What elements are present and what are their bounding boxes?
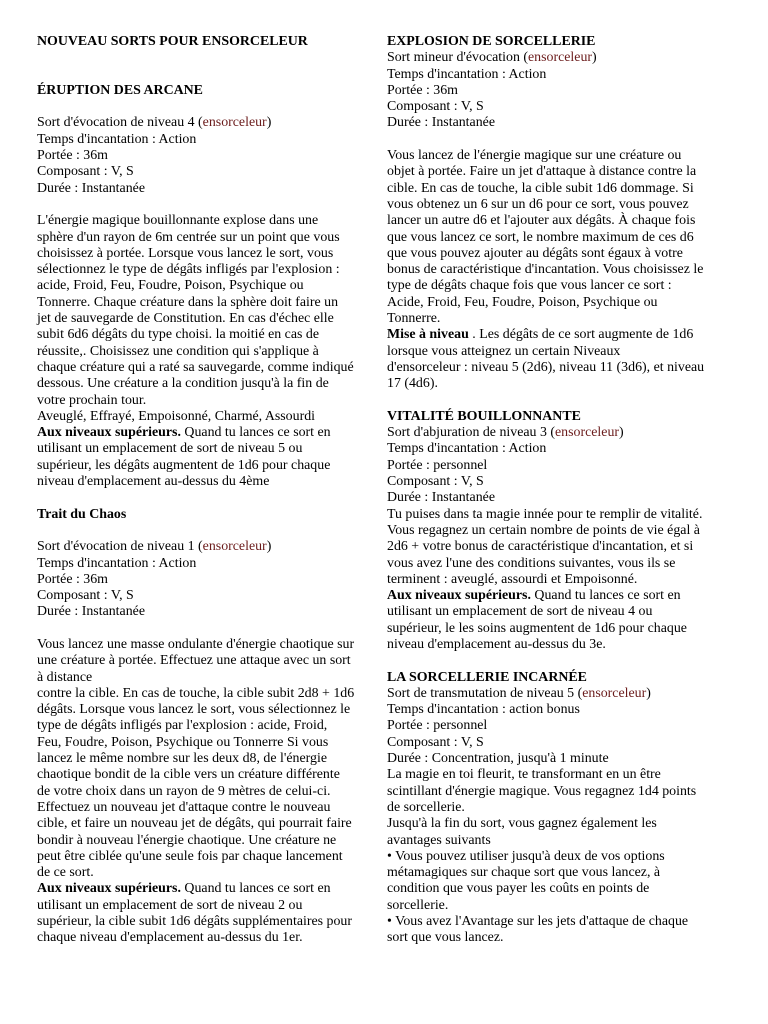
desc-line: Tu puises dans ta magie innée pour te remplir de vitalité. — [387, 506, 703, 522]
spell-eruption-des-arcane — [37, 83, 385, 490]
desc-line: La magie en toi fleurit, te transformant en un être — [387, 767, 661, 783]
spell-duration: Durée : Instantanée — [387, 490, 495, 506]
desc-line: choisissez à portée. Lorsque vous lancez le sort, vous — [37, 245, 334, 261]
desc-line: de ce sort. — [37, 865, 94, 881]
desc-line: contre la cible. En cas de touche, la cible subit 2d8 + 1d6 — [37, 685, 355, 701]
upcast-text: . Les dégâts de ce sort augmente de 1d6 — [468, 327, 694, 343]
class-link[interactable]: ensorceleur — [202, 115, 267, 131]
desc-line: cible, et faire un nouveau jet de dégâts, qui pourrait faire — [37, 816, 352, 832]
desc-line: bonus de caractéristique d'incantation. Vous choisissez le — [387, 262, 704, 278]
left-column — [37, 34, 385, 947]
school-suffix: ) — [266, 539, 272, 555]
spell-trait-du-chaos — [37, 507, 385, 947]
casting-time: Temps d'incantation : Action — [387, 66, 547, 82]
spell-duration: Durée : Instantanée — [387, 115, 495, 131]
casting-time: Temps d'incantation : Action — [37, 555, 197, 571]
school-text: Sort d'abjuration de niveau 3 ( — [387, 425, 555, 441]
desc-line: lancer un autre d6 et l'ajouter aux dégâts. À chaque fois — [387, 213, 696, 229]
spell-school — [387, 425, 737, 441]
spell-school — [387, 686, 737, 702]
upcast-line: d'ensorceleur : niveau 5 (2d6), niveau 11 (3d6), et niveau — [387, 359, 705, 375]
desc-line: objet à portée. Faire un jet d'attaque à distance contre la — [387, 164, 697, 180]
upcast-line: chaque niveau d'emplacement au-dessus du 1er. — [37, 930, 303, 946]
school-suffix: ) — [592, 50, 597, 66]
desc-line: chaque créature qui a raté sa sauvegarde, comme indiqué — [37, 359, 354, 375]
school-suffix: ) — [646, 685, 651, 701]
desc-line: scintillant d'énergie magique. Vous regagnez 1d4 points — [387, 783, 697, 799]
desc-line: avantages suivants — [387, 832, 491, 848]
desc-line: à distance — [37, 669, 93, 685]
desc-line: L'énergie magique bouillonnante explose dans une — [37, 213, 319, 229]
desc-line: type de dégâts infligés par l'explosion : acide, Froid, — [37, 718, 328, 734]
upcast-line: supérieur, le les soins augmentent de 1d6 pour chaque — [387, 620, 687, 636]
spell-school — [37, 539, 385, 555]
bullet-line: sorcellerie. — [387, 897, 449, 913]
bullet-line: sort que vous lancez. — [387, 930, 504, 946]
upcast-line: lorsque vous atteignez un certain Niveaux — [387, 343, 621, 359]
desc-line: dégâts. Lorsque vous lancez le sort, vous sélectionnez le — [37, 702, 351, 718]
spell-school — [37, 115, 385, 131]
upcast-label: Aux niveaux supérieurs. — [387, 588, 531, 604]
upcast-label: Aux niveaux supérieurs. — [37, 881, 181, 897]
desc-line: type de dégâts chaque fois que vous lancer ce sort : — [387, 278, 672, 294]
desc-line: Aveuglé, Effrayé, Empoisonné, Charmé, Assourdi — [37, 408, 316, 424]
spell-duration: Durée : Concentration, jusqu'à 1 minute — [387, 751, 609, 767]
desc-line: dessous. Une créature a la condition jusqu'à la fin de — [37, 376, 329, 392]
spell-duration: Durée : Instantanée — [37, 180, 145, 196]
spell-vitalite-bouillonnante — [387, 409, 737, 653]
upcast-label: Mise à niveau — [387, 327, 469, 343]
desc-line: Acide, Froid, Feu, Foudre, Poison, Psychique ou — [387, 294, 658, 310]
desc-line: chaotique bondit de la cible vers un créature différente — [37, 767, 340, 783]
desc-line: que vous lancez ce sort, le nombre maximum de ces d6 — [387, 229, 694, 245]
desc-line: cible. En cas de touche, la cible subit 1d6 dommage. Si — [387, 180, 694, 196]
upcast-label: Aux niveaux supérieurs. — [37, 425, 181, 441]
upcast-text: Quand tu lances ce sort en — [180, 425, 331, 441]
spell-title: Trait du Chaos — [37, 506, 127, 522]
bullet-line: • Vous pouvez utiliser jusqu'à deux de vos options — [387, 848, 665, 864]
upcast-line — [37, 881, 385, 897]
spell-range: Portée : 36m — [387, 82, 458, 98]
spell-range: Portée : 36m — [37, 571, 108, 587]
spell-duration: Durée : Instantanée — [37, 604, 145, 620]
desc-line: Tonnerre. — [387, 311, 441, 327]
desc-line: subit 6d6 dégâts du type choisi. la moitié en cas de — [37, 327, 319, 343]
upcast-line: utilisant un emplacement de sort de niveau 2 ou — [37, 897, 303, 913]
desc-line: lancez le même nombre sur les deux d8, de l'énergie — [37, 751, 327, 767]
spell-title: VITALITÉ BOUILLONNANTE — [387, 408, 581, 424]
desc-line: vous obtenez un 6 sur un d6 pour ce sort, vous pouvez — [387, 196, 689, 212]
desc-line: sphère d'un rayon de 6m centrée sur un point que vous — [37, 229, 340, 245]
class-link[interactable]: ensorceleur — [528, 50, 593, 66]
desc-line: acide, Froid, Feu, Foudre, Poison, Psychique ou — [37, 278, 304, 294]
upcast-line: utilisant un emplacement de sort de niveau 4 ou — [387, 604, 653, 620]
desc-line: terminent : aveuglé, assourdi et Empoisonné. — [387, 571, 638, 587]
bullet-line: métamagiques sur chaque sort que vous lancez, à — [387, 865, 661, 881]
desc-line: une créature à portée. Effectuez une attaque avec un sort — [37, 653, 351, 669]
desc-line: Vous lancez une masse ondulante d'énergie chaotique sur — [37, 636, 355, 652]
school-text: Sort de transmutation de niveau 5 ( — [387, 685, 583, 701]
spell-components: Composant : V, S — [387, 474, 484, 490]
desc-line: bondir à nouveau l'énergie chaotique. Une créature ne — [37, 832, 337, 848]
desc-line: Vous regagnez un certain nombre de points de vie égal à — [387, 522, 700, 538]
casting-time: Temps d'incantation : Action — [387, 441, 547, 457]
desc-line: Vous lancez de l'énergie magique sur une créature ou — [387, 148, 682, 164]
school-suffix: ) — [266, 115, 272, 131]
spell-title: EXPLOSION DE SORCELLERIE — [387, 34, 596, 49]
right-column — [387, 34, 737, 947]
upcast-line — [387, 588, 737, 604]
desc-line: de sorcellerie. — [387, 799, 465, 815]
class-link[interactable]: ensorceleur — [202, 539, 267, 555]
spell-explosion-de-sorcellerie — [387, 34, 737, 393]
upcast-line: 17 (4d6). — [387, 376, 438, 392]
spell-components: Composant : V, S — [37, 164, 134, 180]
spell-title: ÉRUPTION DES ARCANE — [37, 82, 203, 98]
spell-range: Portée : personnel — [387, 457, 488, 473]
desc-line: Tonnerre. Chaque créature dans la sphère doit faire un — [37, 294, 339, 310]
bullet-line: • Vous avez l'Avantage sur les jets d'attaque de chaque — [387, 914, 689, 930]
desc-line: 2d6 + votre bonus de caractéristique d'incantation, et si — [387, 539, 694, 555]
school-text: Sort d'évocation de niveau 4 ( — [37, 115, 203, 131]
desc-line: votre prochain tour. — [37, 392, 147, 408]
casting-time: Temps d'incantation : action bonus — [387, 702, 580, 718]
spell-range: Portée : 36m — [37, 148, 108, 164]
upcast-text: Quand tu lances ce sort en — [180, 881, 331, 897]
upcast-line: supérieur, les dégâts augmentent de 1d6 pour chaque — [37, 457, 331, 473]
upcast-line: supérieur, la cible subit 1d6 dégâts supplémentaires pour — [37, 914, 352, 930]
upcast-line: utilisant un emplacement de sort de niveau 5 ou — [37, 441, 303, 457]
spell-school — [387, 50, 737, 66]
upcast-line — [387, 327, 737, 343]
desc-line: que vous pouvez ajouter au dégâts sont égaux à votre — [387, 245, 683, 261]
desc-line: peut être ciblée qu'une seule fois par chaque lancement — [37, 848, 343, 864]
spell-components: Composant : V, S — [387, 734, 484, 750]
school-suffix: ) — [619, 425, 624, 441]
school-text: Sort mineur d'évocation ( — [387, 50, 528, 66]
spell-components: Composant : V, S — [387, 99, 484, 115]
spell-la-sorcellerie-incarnee — [387, 670, 737, 947]
spell-range: Portée : personnel — [387, 718, 488, 734]
upcast-line: niveau d'emplacement au-dessus du 4ème — [37, 474, 270, 490]
desc-line: sélectionnez le type de dégâts infligés par l'explosion : — [37, 262, 340, 278]
class-link[interactable]: ensorceleur — [555, 425, 620, 441]
desc-line: Jusqu'à la fin du sort, vous gagnez également les — [387, 816, 657, 832]
desc-line: réussite,. Choisissez une condition qui s'applique à — [37, 343, 319, 359]
desc-line: Feu, Foudre, Poison, Psychique ou Tonnerre Si vous — [37, 734, 329, 750]
desc-line: de votre choix dans un rayon de 9 mètres de celui-ci. — [37, 783, 331, 799]
spell-title: LA SORCELLERIE INCARNÉE — [387, 669, 587, 685]
document-title: NOUVEAU SORTS POUR ENSORCELEUR — [37, 34, 308, 49]
class-link[interactable]: ensorceleur — [582, 685, 647, 701]
upcast-line — [37, 425, 385, 441]
upcast-line: niveau d'emplacement au-dessus du 3e. — [387, 636, 606, 652]
casting-time: Temps d'incantation : Action — [37, 131, 197, 147]
desc-line: Effectuez un nouveau jet d'attaque contre le nouveau — [37, 799, 331, 815]
upcast-text: Quand tu lances ce sort en — [530, 588, 681, 604]
bullet-line: condition que vous payer les coûts en points de — [387, 881, 650, 897]
desc-line: vous avez l'une des conditions suivantes, vous ils se — [387, 555, 676, 571]
desc-line: jet de sauvegarde de Constitution. En cas d'échec elle — [37, 311, 334, 327]
spell-components: Composant : V, S — [37, 588, 134, 604]
school-text: Sort d'évocation de niveau 1 ( — [37, 539, 203, 555]
